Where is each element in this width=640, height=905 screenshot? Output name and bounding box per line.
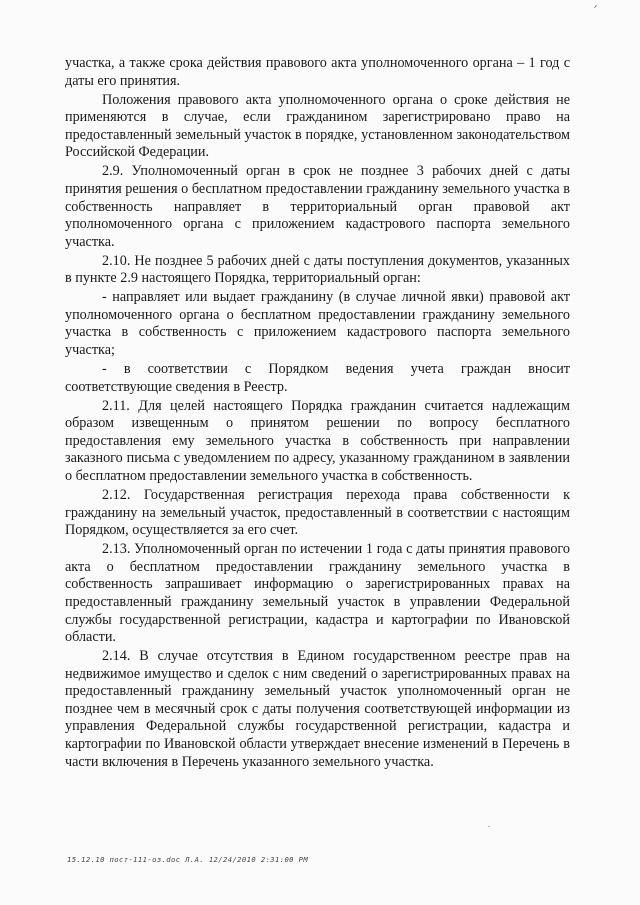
list-item-registry: - в соответствии с Порядком ведения учета граждан вносит соответствующие сведения в Реестр. bbox=[65, 361, 570, 395]
paragraph-continuation: участка, а также срока действия правового акта уполномоченного органа – 1 год с даты его принятия. bbox=[65, 55, 570, 89]
scan-speck bbox=[488, 826, 490, 827]
paragraph-2-10: 2.10. Не позднее 5 рабочих дней с даты поступления документов, указанных в пункте 2.9 настоящего Порядка, территориальный орган: bbox=[65, 252, 570, 287]
paragraph-2-13: 2.13. Уполномоченный орган по истечении 1 года с даты принятия правового акта о бесплатном предоставлении гражданину земельного участка в собственность запрашивает информацию о зарегистрированных правах на предоставленный гражданину земельный участок в управлении Федеральной службы государственной регистрации, кадастра и картографии по Ивановской области. bbox=[65, 541, 570, 646]
paragraph-2-12: 2.12. Государственная регистрация перехода права собственности к гражданину на земельный участок, предоставленный в соответствии с настоящим Порядком, осуществляется за его счет. bbox=[65, 486, 570, 539]
list-item-issue-act: - направляет или выдает гражданину (в случае личной явки) правовой акт уполномоченного органа о бесплатном предоставлении гражданину земельного участка в собственность с приложением кадастрового паспорта земельного участка; bbox=[65, 289, 570, 359]
paragraph-2-11: 2.11. Для целей настоящего Порядка гражданин считается надлежащим образом извещенным о принятом решении по вопросу бесплатного предоставления ему земельного участка в собственность при направлении заказного письма с уведомлением по адресу, указанному гражданином в заявлении о бесплатном предоставлении земельного участка в собственность. bbox=[65, 397, 570, 484]
document-body bbox=[65, 55, 570, 773]
paragraph-2-9: 2.9. Уполномоченный орган в срок не позднее 3 рабочих дней с даты принятия решения о бесплатном предоставлении гражданину земельного участка в собственность направляет в территориальный орган правовой акт уполномоченного органа с приложением кадастрового паспорта земельного участка. bbox=[65, 163, 570, 250]
document-footer: 15.12.10 пост-111-оз.doc Л.А. 12/24/2010 2:31:00 PM bbox=[67, 855, 309, 864]
paragraph-validity-provisions: Положения правового акта уполномоченного органа о сроке действия не применяются в случае, если гражданином зарегистрировано право на предоставленный земельный участок в порядке, установленном законодательством Российской Федерации. bbox=[65, 91, 570, 161]
paragraph-2-14: 2.14. В случае отсутствия в Едином государственном реестре прав на недвижимое имущество и сделок с ним сведений о зарегистрированных правах на предоставленный гражданину земельный участок уполномоченный орган не позднее чем в месячный срок с даты получения соответствующей информации из управления Федеральной службы государственной регистрации, кадастра и картографии по Ивановской области утверждает внесение изменений в Перечень в части включения в Перечень указанного земельного участка. bbox=[65, 648, 570, 770]
page-mark: ′ bbox=[594, 4, 598, 20]
